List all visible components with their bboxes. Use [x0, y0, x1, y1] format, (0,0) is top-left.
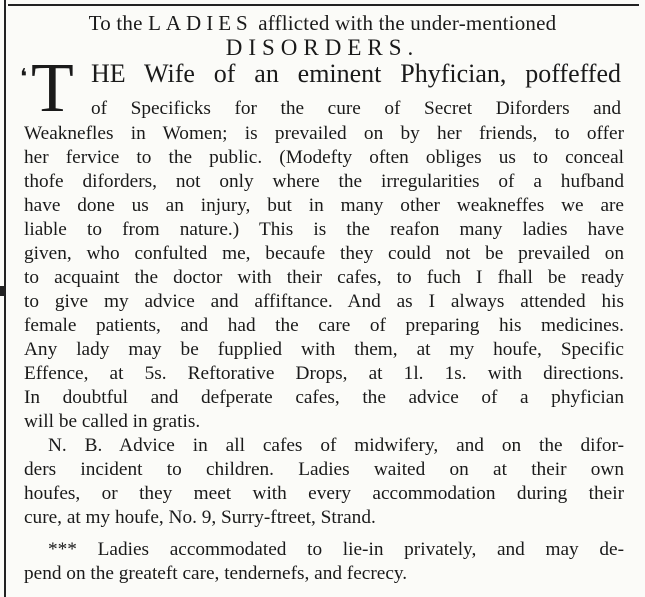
- heading-suffix: afflicted with the under-mentioned: [258, 11, 557, 35]
- paragraph-2-line-4: cure, at my houfe, No. 9, Surry-ftreet, Strand.: [24, 507, 376, 528]
- paragraph-1-line-6: have done us an injury, but in many other weakneffes we are: [24, 195, 624, 216]
- paragraph-1-line-9: to acquaint the doctor with their cafes, to fuch I fhall be ready: [24, 267, 624, 288]
- paragraph-1-line-14: In doubtful and defperate cafes, the advice of a phyfician: [24, 387, 624, 408]
- paragraph-1-line-5: thofe diforders, not only where the irregularities of a hufband: [24, 171, 624, 192]
- paragraph-3-line-1: *** Ladies accommodated to lie-in privately, and may de-: [48, 539, 624, 560]
- paragraph-3-line-2: pend on the greateft care, tendernefs, and fecrecy.: [24, 563, 408, 584]
- paragraph-1-line-13: Effence, at 5s. Reftorative Drops, at 1l. 1s. with directions.: [24, 363, 624, 384]
- paragraph-1-line-11: female patients, and had the care of preparing his medicines.: [24, 315, 624, 336]
- paragraph-1-line-8: given, who confulted me, becaufe they could not be prevailed on: [24, 243, 624, 264]
- heading-ladies: LADIES: [148, 11, 253, 35]
- paragraph-1-line-1: HE Wife of an eminent Phyfician, poffeffed: [91, 59, 621, 88]
- top-rule: [8, 4, 639, 6]
- paragraph-2-line-3: houfes, or they meet with every accommodation during their: [24, 483, 624, 504]
- paragraph-1-line-10: to give my advice and affiftance. And as I always attended his: [24, 291, 624, 312]
- heading-prefix: To the: [88, 11, 143, 35]
- opening-quote-mark: ❛: [20, 64, 28, 89]
- paragraph-1-line-4: her fervice to the public. (Modefty often obliges us to conceal: [24, 147, 624, 168]
- paragraph-1-line-2: of Specificks for the cure of Secret Diforders and: [91, 98, 621, 119]
- advert-heading-line-1: [0, 11, 645, 35]
- paragraph-1-line-12: Any lady may be fupplied with them, at my houfe, Specific: [24, 339, 624, 360]
- drop-cap-letter: T: [31, 50, 74, 127]
- paragraph-2-line-2: ders incident to children. Ladies waited on at their own: [24, 459, 624, 480]
- paragraph-1-line-3: Weaknefles in Women; is prevailed on by her friends, to offer: [24, 123, 624, 144]
- paragraph-2-line-1: N. B. Advice in all cafes of midwifery, and on the difor-: [48, 435, 624, 456]
- paragraph-1-line-15: will be called in gratis.: [24, 411, 201, 432]
- left-column-rule: [4, 0, 6, 597]
- paragraph-1-line-7: liable to from nature.) This is the reafon many ladies have: [24, 219, 624, 240]
- advert-heading-line-2: DISORDERS.: [225, 35, 420, 60]
- scan-mark: [0, 286, 4, 296]
